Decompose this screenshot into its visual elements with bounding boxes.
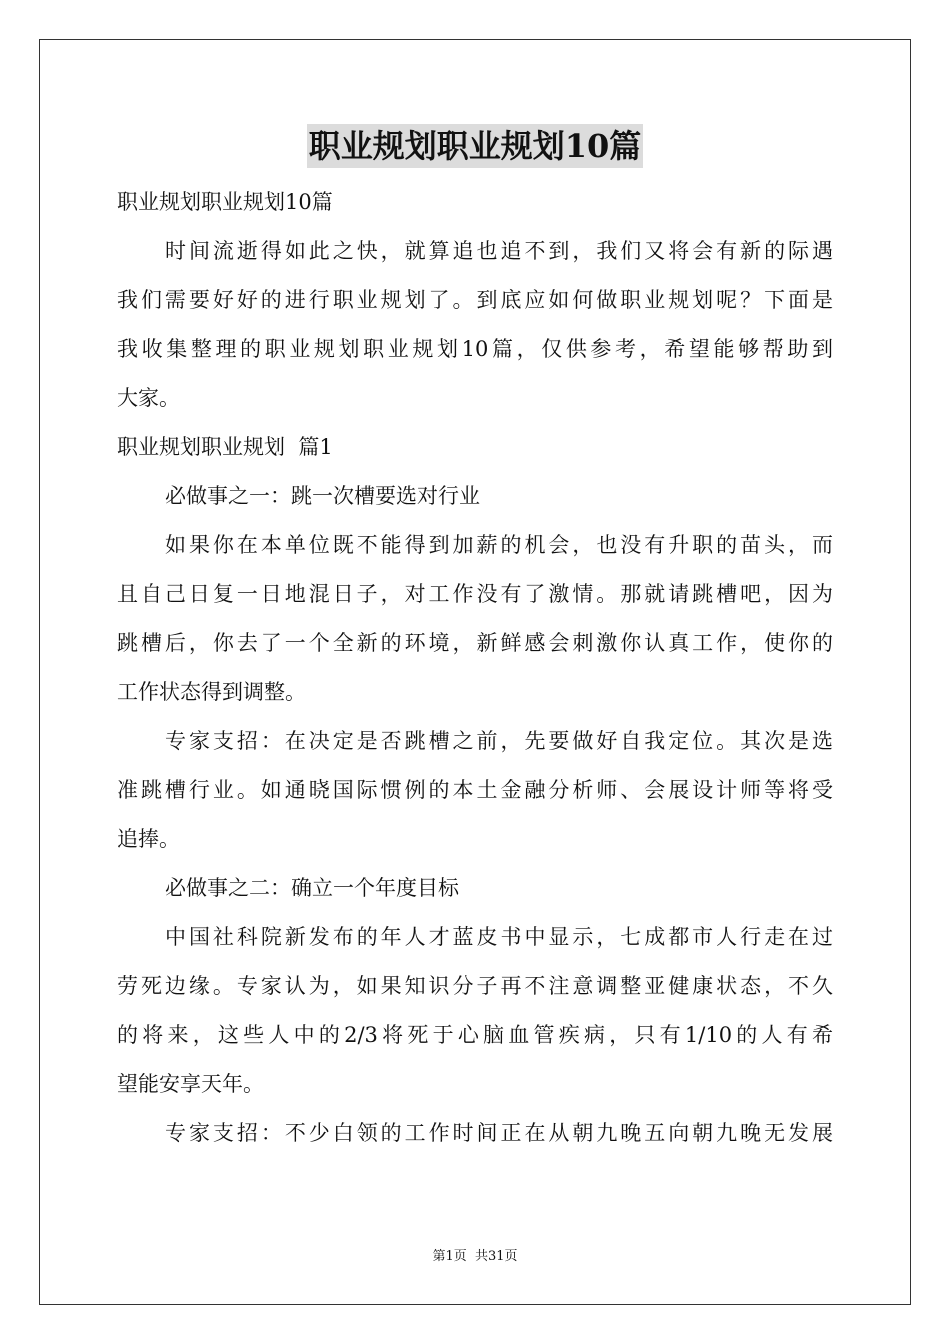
item-heading: 必做事之一：跳一次槽要选对行业 — [165, 484, 480, 508]
paragraph-line: 工作状态得到调整。 — [117, 680, 306, 704]
paragraph-line: 跳槽后，你去了一个全新的环境，新鲜感会刺激你认真工作，使你的 — [117, 631, 833, 655]
tip-line: 准跳槽行业。如通晓国际惯例的本土金融分析师、会展设计师等将受 — [117, 778, 833, 802]
document-title: 职业规划职业规划10篇 — [307, 124, 644, 168]
intro-line: 我收集整理的职业规划职业规划10篇，仅供参考，希望能够帮助到 — [117, 337, 833, 361]
title-container — [0, 124, 950, 168]
total-pages: 共31页 — [474, 1249, 518, 1264]
item-heading: 必做事之二：确立一个年度目标 — [165, 876, 459, 900]
paragraph-line: 中国社科院新发布的年人才蓝皮书中显示，七成都市人行走在过 — [165, 925, 833, 949]
document-body — [117, 178, 833, 1158]
intro-line: 时间流逝得如此之快，就算追也追不到，我们又将会有新的际遇 — [165, 239, 833, 263]
paragraph-line: 且自己日复一日地混日子，对工作没有了激情。那就请跳槽吧，因为 — [117, 582, 833, 606]
paragraph-line: 的将来，这些人中的2/3将死于心脑血管疾病，只有1/10的人有希 — [117, 1023, 833, 1047]
tip-line: 专家支招：不少白领的工作时间正在从朝九晚五向朝九晚无发展 — [165, 1121, 833, 1145]
intro-line: 大家。 — [117, 386, 180, 410]
paragraph-line: 劳死边缘。专家认为，如果知识分子再不注意调整亚健康状态，不久 — [117, 974, 833, 998]
page-footer — [0, 1248, 950, 1266]
intro-line: 我们需要好好的进行职业规划了。到底应如何做职业规划呢？下面是 — [117, 288, 833, 312]
document-subtitle: 职业规划职业规划10篇 — [117, 190, 333, 214]
tip-line: 追捧。 — [117, 827, 180, 851]
section-heading: 职业规划职业规划 篇1 — [117, 435, 333, 459]
page-number: 第1页 — [432, 1249, 467, 1264]
paragraph-line: 望能安享天年。 — [117, 1072, 264, 1096]
paragraph-line: 如果你在本单位既不能得到加薪的机会，也没有升职的苗头，而 — [165, 533, 833, 557]
tip-line: 专家支招：在决定是否跳槽之前，先要做好自我定位。其次是选 — [165, 729, 833, 753]
